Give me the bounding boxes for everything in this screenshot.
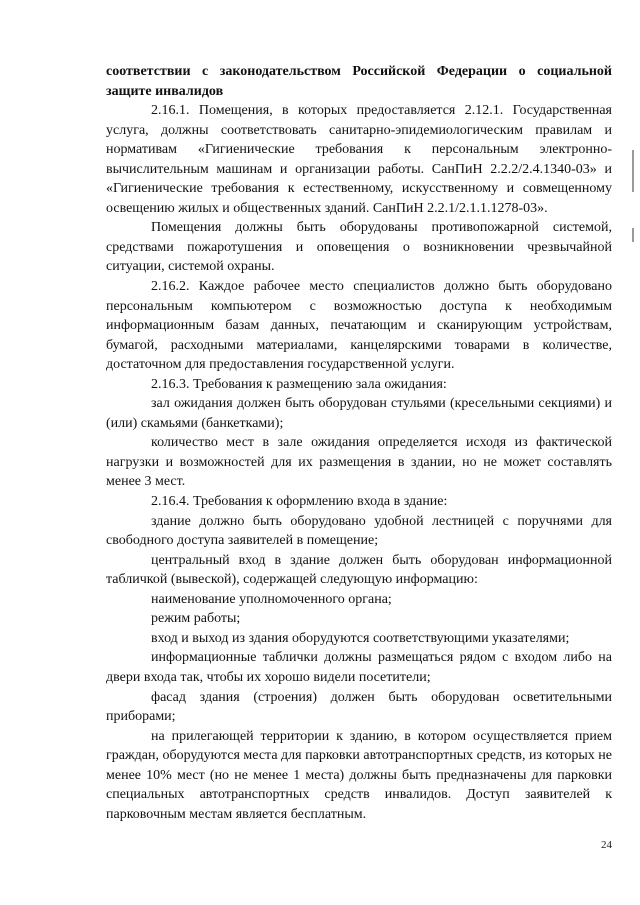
list-item: здание должно быть оборудовано удобной лестницей с поручнями для свободного доступа заявителей в помещение; <box>106 513 612 549</box>
document-body <box>106 62 612 824</box>
paragraph: 2.16.4. Требования к оформлению входа в здание: <box>151 494 448 510</box>
list-item: вход и выход из здания оборудуются соответствующими указателями; <box>151 630 570 646</box>
list-item: наименование уполномоченного органа; <box>151 591 392 607</box>
list-item: центральный вход в здание должен быть оборудован информационной табличкой (вывеской), содержащей следующую информацию: <box>106 552 612 588</box>
section-heading: соответствии с законодательством Российской Федерации о социальной защите инвалидов <box>106 64 612 99</box>
paragraph: 2.16.3. Требования к размещению зала ожидания: <box>151 376 447 392</box>
list-item: на прилегающей территории к зданию, в котором осуществляется прием граждан, оборудуются места для парковки автотранспортных средств, из которых не менее 10% мест (но не менее 1 места) должны быть предназначены для парковки специальных автотранспортных средств инвалидов. Доступ заявителей к парковочным местам является бесплатным. <box>106 728 612 822</box>
list-item: зал ожидания должен быть оборудован стульями (кресельными секциями) и (или) скамьями (банкетками); <box>106 396 612 431</box>
paragraph: Помещения должны быть оборудованы противопожарной системой, средствами пожаротушения и оповещения о возникновении чрезвычайной ситуации, системой охраны. <box>106 220 612 275</box>
list-item: информационные таблички должны размещаться рядом с входом либо на двери входа так, чтобы их хорошо видели посетители; <box>106 650 612 685</box>
scan-edge-mark <box>632 150 634 192</box>
list-item: фасад здания (строения) должен быть оборудован осветительными приборами; <box>106 689 612 725</box>
paragraph: 2.16.2. Каждое рабочее место специалистов должно быть оборудовано персональным компьютером с возможностью доступа к необходимым информационным базам данных, печатающим и сканирующим устройствам, бумагой, расходными материалами, канцелярскими товарами в количестве, достаточном для предоставления государственной услуги. <box>106 279 612 373</box>
list-item: режим работы; <box>151 611 241 627</box>
list-item: количество мест в зале ожидания определяется исходя из фактической нагрузки и возможностей для их размещения в здании, но не может составлять менее 3 мест. <box>106 435 612 490</box>
scan-edge-mark <box>632 228 634 242</box>
paragraph: 2.16.1. Помещения, в которых предоставляется 2.12.1. Государственная услуга, должны соответствовать санитарно-эпидемиологическим правилам и нормативам «Гигиенические требования к персональным электронно-вычислительным машинам и организации работы. СанПиН 2.2.2/2.4.1340-03» и «Гигиенические требования к естественному, искусственному и совмещенному освещению жилых и общественных зданий. СанПиН 2.2.1/2.1.1.1278-03». <box>106 103 612 216</box>
page-number: 24 <box>601 839 612 851</box>
